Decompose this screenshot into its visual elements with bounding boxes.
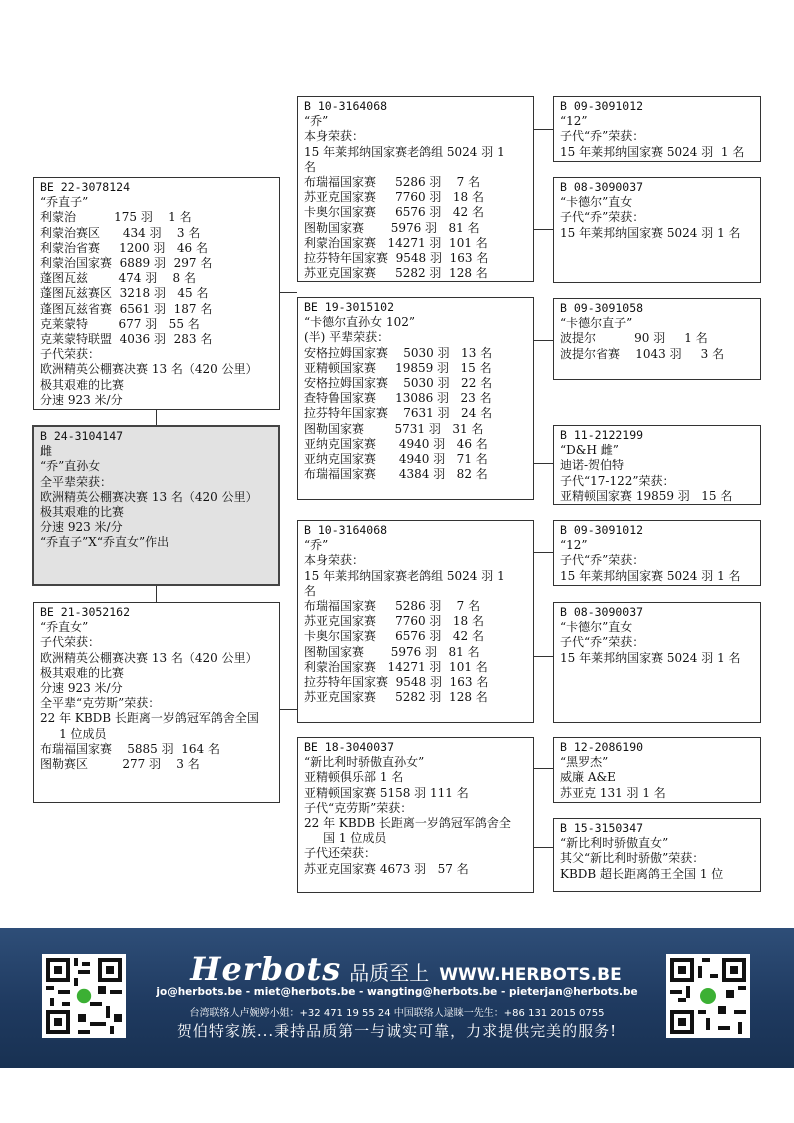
pedigree-box-dam-dam [297,737,534,893]
connector-line [156,409,157,426]
box-line: “12” [560,538,588,553]
box-line: “乔直子” [40,195,89,210]
ring-number: BE 18-3040037 [304,740,395,754]
connector-line [533,229,553,230]
connector-line [533,768,553,769]
box-line: 15 年莱邦纳国家赛老鸽组 5024 羽 1 [304,144,505,159]
ring-number: B 09-3091012 [560,99,644,113]
pedigree-box-ddd [553,818,761,892]
box-line: 波提尔 90 羽 1 名 [560,331,708,346]
box-line: 雌 [40,444,53,459]
box-line: 子代还荣获： [304,846,377,861]
box-line: 15 年莱邦纳国家赛 5024 羽 1 名 [560,568,741,583]
box-line: 苏亚克国家赛 7760 羽 18 名 [304,614,484,629]
footer-brand [186,950,626,988]
box-line: 极其艰难的比赛 [40,505,125,520]
box-line: 22 年 KBDB 长距离一岁鸽冠军鸽舍全国 [40,711,259,726]
box-line: 克莱蒙特联盟 4036 羽 283 名 [40,332,213,347]
box-line: 亚纳克国家赛 4940 羽 46 名 [304,436,488,451]
qr-code-icon [42,954,126,1038]
box-line: “卡德尔”直女 [560,195,633,210]
connector-line [533,129,553,130]
box-line: “乔直子”X“乔直女”作出 [40,535,170,550]
footer-tagline: 贺伯特家族...秉持品质第一与诚实可靠，力求提供完美的服务! [176,1022,618,1040]
ring-number: B 09-3091012 [560,523,644,537]
pedigree-box-sds [553,298,761,380]
pedigree-box-subject [32,425,280,586]
box-line: 蓬图瓦兹省赛 6561 羽 187 名 [40,301,213,316]
box-line: 欧洲精英公棚赛决赛 13 名（420 公里） [40,489,258,504]
box-line: 图勒国家赛 5731 羽 31 名 [304,421,484,436]
box-line: 利蒙治国家赛 14271 羽 101 名 [304,235,488,250]
box-line: “新比利时骄傲直孙女” [304,755,425,770]
box-line: “卡德尔直子” [560,316,633,331]
box-line: 子代“17-122”荣获： [560,473,675,488]
box-line: 布瑞福国家赛 4384 羽 82 名 [304,467,488,482]
box-line: 分速 923 米/分 [40,520,123,535]
box-line: 子代荣获： [40,635,101,650]
ring-number: BE 19-3015102 [304,300,395,314]
box-line: 名 [304,583,317,598]
ring-number: B 24-3104147 [40,429,124,443]
box-line: “12” [560,114,588,129]
footer-phones: 台湾联络人卢婉婷小姐：+32 471 19 55 24 中国联络人逯睐一先生：+86 131 2015 0755 [189,1008,605,1019]
box-line: 全平辈“克劳斯”荣获： [40,696,161,711]
box-line: “乔” [304,538,329,553]
connector-line [279,292,297,293]
herbots-logo: Herbots [190,950,342,988]
box-line: 苏亚克国家赛 5282 羽 128 名 [304,690,488,705]
box-line: 利蒙治国家赛 14271 羽 101 名 [304,659,488,674]
box-line: 安格拉姆国家赛 5030 羽 13 名 [304,345,493,360]
box-line: 1 位成员 [40,726,107,741]
box-line: 15 年莱邦纳国家赛 5024 羽 1 名 [560,650,741,665]
pedigree-box-dss [553,520,761,586]
box-line: “D&H 雌” [560,443,619,458]
box-line: 子代“乔”荣获： [560,553,645,568]
qr-code-right [666,954,750,1038]
box-line: 拉芬特年国家赛 7631 羽 24 名 [304,406,493,421]
connector-line [533,340,553,341]
box-line: “卡德尔”直女 [560,620,633,635]
pedigree-box-sire-sire [297,96,534,282]
box-line: 名 [304,159,317,174]
ring-number: BE 22-3078124 [40,180,131,194]
box-line: 苏亚克国家赛 4673 羽 57 名 [304,861,469,876]
ring-number: B 09-3091058 [560,301,644,315]
box-line: 子代“克劳斯”荣获： [304,800,413,815]
pedigree-box-dam [33,602,280,803]
connector-line [533,847,553,848]
box-line: “新比利时骄傲直女” [560,836,669,851]
ring-number: B 11-2122199 [560,428,644,442]
box-line: 蓬图瓦兹 474 羽 8 名 [40,271,196,286]
connector-line [533,552,553,553]
box-line: 极其艰难的比赛 [40,377,125,392]
box-line: 苏亚克 131 羽 1 名 [560,785,666,800]
box-line: 图勒国家赛 5976 羽 81 名 [304,220,480,235]
pedigree-box-sss [553,96,761,162]
box-line: 图勒国家赛 5976 羽 81 名 [304,644,480,659]
box-line: 亚纳克国家赛 4940 羽 71 名 [304,452,488,467]
connector-line [533,656,553,657]
box-line: “黑罗杰” [560,755,609,770]
box-line: 欧洲精英公棚赛决赛 13 名（420 公里） [40,650,258,665]
box-line: 威廉 A&E [560,770,616,785]
pedigree-box-dsd [553,602,761,723]
box-line: 子代“乔”荣获： [560,129,645,144]
box-line: 分速 923 米/分 [40,681,123,696]
connector-line [533,463,553,464]
box-line: 亚精顿国家赛 19859 羽 15 名 [560,488,733,503]
box-line: 全平辈荣获： [40,474,113,489]
pedigree-box-sdd [553,425,761,505]
box-line: 本身荣获： [304,553,365,568]
ring-number: B 10-3164068 [304,523,388,537]
box-line: 亚精顿国家赛 19859 羽 15 名 [304,360,492,375]
ring-number: B 10-3164068 [304,99,388,113]
box-line: 迪诺-贺伯特 [560,458,625,473]
box-line: 查特鲁国家赛 13086 羽 23 名 [304,391,492,406]
box-line: 15 年莱邦纳国家赛老鸽组 5024 羽 1 [304,568,505,583]
box-line: 利蒙治省赛 1200 羽 46 名 [40,240,208,255]
box-line: 卡奥尔国家赛 6576 羽 42 名 [304,629,484,644]
ring-number: B 15-3150347 [560,821,644,835]
box-line: 利蒙治国家赛 6889 羽 297 名 [40,256,213,271]
box-line: 亚精顿俱乐部 1 名 [304,770,404,785]
ring-number: BE 21-3052162 [40,605,131,619]
box-line: KBDB 超长距离鸽王全国 1 位 [560,866,724,881]
box-line: 苏亚克国家赛 7760 羽 18 名 [304,190,484,205]
box-line: 分速 923 米/分 [40,392,123,407]
box-line: 拉芬特年国家赛 9548 羽 163 名 [304,675,489,690]
box-line: 15 年莱邦纳国家赛 5024 羽 1 名 [560,225,741,240]
box-line: 22 年 KBDB 长距离一岁鸽冠军鸽舍全 [304,816,511,831]
pedigree-box-sire-dam [297,297,534,500]
box-line: 苏亚克国家赛 5282 羽 128 名 [304,266,488,281]
box-line: 本身荣获： [304,129,365,144]
pedigree-box-ssd [553,177,761,283]
pedigree-box-dds [553,737,761,803]
footer-slogan: 品质至上 [349,961,430,985]
box-line: 布瑞福国家赛 5885 羽 164 名 [40,741,220,756]
box-line: 波提尔省赛 1043 羽 3 名 [560,346,725,361]
box-line: 安格拉姆国家赛 5030 羽 22 名 [304,376,493,391]
box-line: “卡德尔直孙女 102” [304,315,415,330]
box-line: 亚精顿国家赛 5158 羽 111 名 [304,785,469,800]
qr-code-icon [666,954,750,1038]
box-line: “乔” [304,114,329,129]
ring-number: B 08-3090037 [560,605,644,619]
box-line: 蓬图瓦兹赛区 3218 羽 45 名 [40,286,209,301]
box-line: 极其艰难的比赛 [40,665,125,680]
ring-number: B 08-3090037 [560,180,644,194]
box-line: “乔直女” [40,620,89,635]
box-line: 克莱蒙特 677 羽 55 名 [40,316,200,331]
box-line: (半) 平辈荣获： [304,330,390,345]
box-line: 子代荣获： [40,347,101,362]
box-line: 布瑞福国家赛 5286 羽 7 名 [304,175,481,190]
box-line: 图勒赛区 277 羽 3 名 [40,757,200,772]
ring-number: B 12-2086190 [560,740,644,754]
box-line: 子代“乔”荣获： [560,635,645,650]
pedigree-box-dam-sire [297,520,534,723]
box-line: “乔”直孙女 [40,459,101,474]
box-line: 利蒙治赛区 434 羽 3 名 [40,225,201,240]
box-line: 欧洲精英公棚赛决赛 13 名（420 公里） [40,362,258,377]
box-line: 布瑞福国家赛 5286 羽 7 名 [304,599,481,614]
pedigree-box-sire [33,177,280,410]
connector-line [279,709,297,710]
qr-code-left [42,954,126,1038]
box-line: 子代“乔”荣获： [560,210,645,225]
connector-line [156,585,157,603]
box-line: 其父“新比利时骄傲”荣获： [560,851,705,866]
box-line: 国 1 位成员 [304,831,387,846]
footer-emails[interactable]: jo@herbots.be - miet@herbots.be - wangting@herbots.be - pieterjan@herbots.be [156,986,638,998]
box-line: 15 年莱邦纳国家赛 5024 羽 1 名 [560,144,745,159]
box-line: 卡奥尔国家赛 6576 羽 42 名 [304,205,484,220]
website-link[interactable]: WWW.HERBOTS.BE [439,965,622,985]
box-line: 拉芬特年国家赛 9548 羽 163 名 [304,251,489,266]
box-line: 利蒙治 175 羽 1 名 [40,210,192,225]
